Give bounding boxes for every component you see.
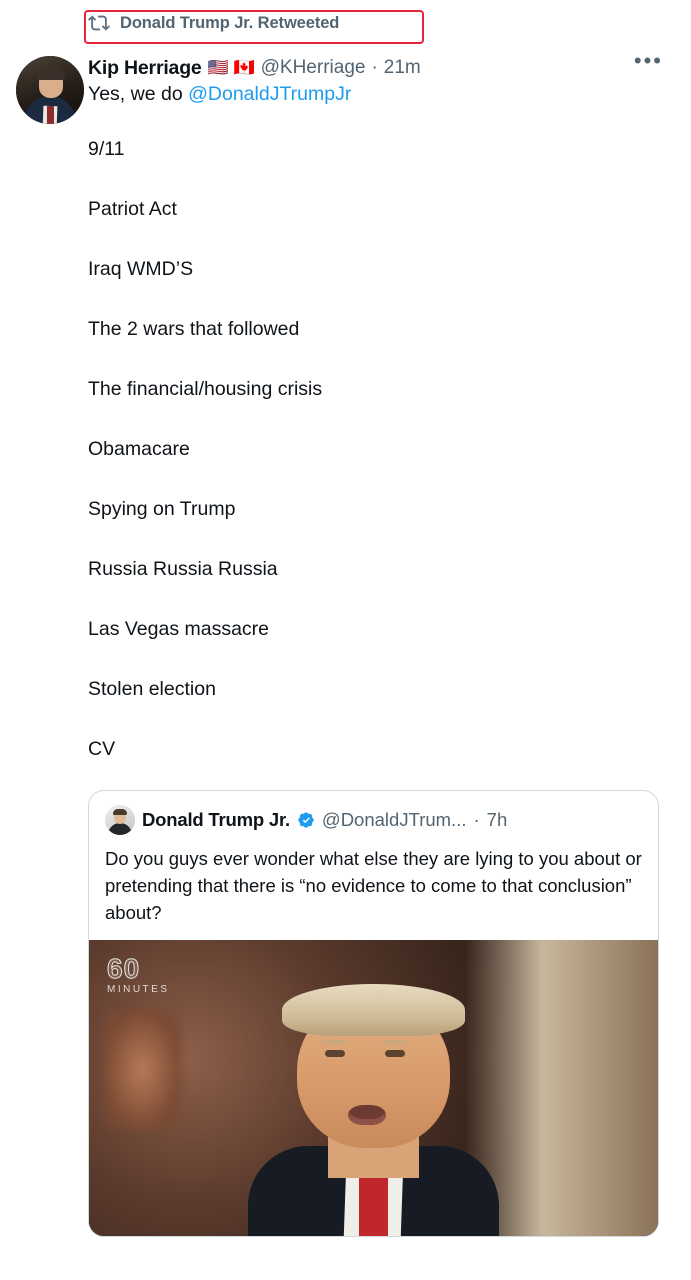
tweet-body-lines [16, 124, 675, 762]
retweet-icon [88, 12, 110, 34]
author-display-name[interactable]: Kip Herriage [88, 57, 202, 79]
tweet-line: Obamacare [88, 438, 190, 460]
more-options-icon[interactable]: ••• [633, 48, 663, 73]
broadcast-watermark [107, 953, 170, 995]
tweet-line: 9/11 [88, 138, 125, 160]
quoted-tweet-media[interactable] [89, 940, 658, 1236]
author-line [88, 48, 675, 80]
quoted-tweet-card[interactable] [88, 790, 659, 1237]
tweet-line: Iraq WMD’S [88, 258, 194, 280]
tweet-lead-text: Yes, we do [88, 83, 189, 105]
watermark-main-text: 60 [107, 953, 141, 984]
quoted-tweet-text: Do you guys ever wonder what else they are lying to you about or pretending that there is “no evidence to come to that conclusion” about? [105, 848, 642, 923]
quoted-handle: @DonaldJTrum... [321, 809, 467, 830]
tweet-line: Stolen election [88, 678, 216, 700]
retweet-context-row[interactable] [16, 0, 675, 46]
quoted-timestamp: 7h [486, 809, 508, 830]
flag-emoji: 🇺🇸 🇨🇦 [207, 58, 255, 77]
tweet-line: Spying on Trump [88, 498, 236, 520]
quoted-tweet-header [89, 791, 658, 839]
tweet-line: The financial/housing crisis [88, 378, 323, 400]
tweet-line: CV [88, 738, 116, 760]
tweet-lead-line [88, 80, 675, 107]
watermark-sub-text: MINUTES [107, 984, 170, 995]
avatar-column [16, 54, 88, 124]
separator-dot: · [371, 57, 378, 78]
quoted-separator-dot: · [473, 809, 480, 830]
avatar[interactable] [16, 56, 84, 124]
tweet-line: Patriot Act [88, 198, 177, 220]
tweet-line: The 2 wars that followed [88, 318, 300, 340]
retweet-context-label: Donald Trump Jr. Retweeted [120, 13, 340, 32]
tweet-header [16, 46, 675, 124]
tweet-line: Russia Russia Russia [88, 558, 278, 580]
author-handle[interactable]: @KHerriage [260, 57, 366, 78]
tweet-line: Las Vegas massacre [88, 618, 270, 640]
timestamp[interactable]: 21m [383, 57, 421, 78]
verified-badge-icon [297, 811, 315, 829]
quoted-display-name: Donald Trump Jr. [142, 809, 290, 830]
mention-link[interactable]: @DonaldJTrumpJr [188, 83, 352, 105]
quoted-avatar[interactable] [105, 805, 135, 835]
